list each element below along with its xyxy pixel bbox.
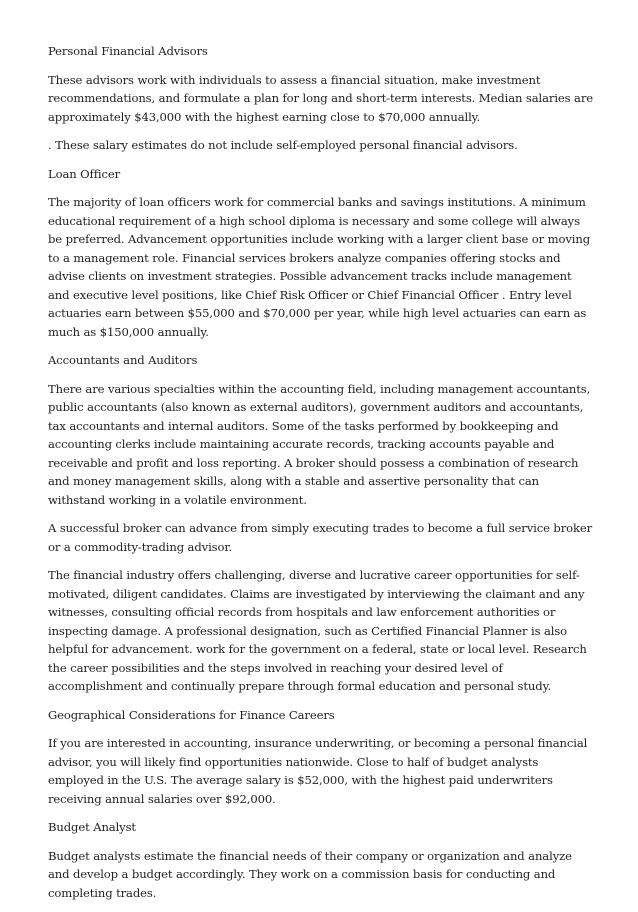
section-heading: Loan Officer (48, 166, 120, 181)
section-heading: Personal Financial Advisors (48, 44, 208, 58)
paragraph: The majority of loan officers work for commercial banks and savings institutions. A minimum educational requirement of a high school diploma is necessary and some college will always be preferred. Advancement opportunities include working with a larger client base or moving to a management role. Financial services brokers analyze companies offering stocks and advise clients on investment strategies. Possible advancement tracks include management and executive level positions, like Chief Risk Officer or Chief Financial Officer . Entry level actuaries earn between $55,000 and $70,000 per year, while high level actuaries can earn as much as $150,000 annually. (48, 195, 591, 339)
paragraph: A successful broker can advance from simply executing trades to become a full service broker or a commodity-trading advisor. (48, 521, 593, 554)
document-page (48, 42, 596, 912)
paragraph: Budget analysts estimate the financial needs of their company or organization and analyze and develop a budget accordingly. They work on a commission basis for conducting and completing trades. (48, 848, 572, 900)
section-heading: Geographical Considerations for Finance Careers (48, 707, 335, 722)
paragraph: These advisors work with individuals to assess a financial situation, make investment recommendations, and formulate a plan for long and short-term interests. Median salaries are approximately $43,000 with the highest earning close to $70,000 annually. (48, 72, 593, 124)
section-heading: Budget Analyst (48, 820, 136, 834)
paragraph: There are various specialties within the accounting field, including management accountants, public accountants (also known as external auditors), government auditors and accountants, tax accountants and internal auditors. Some of the tasks performed by bookkeeping and accounting clerks include maintaining accurate records, tracking accounts payable and receivable and profit and loss reporting. A broker should possess a combination of research and money management skills, along with a stable and assertive personality that can withstand working in a volatile environment. (48, 381, 591, 507)
paragraph: If you are interested in accounting, insurance underwriting, or becoming a personal financial advisor, you will likely find opportunities nationwide. Close to half of budget analysts employed in the U.S. The average salary is $52,000, with the highest paid underwriters receiving annual salaries over $92,000. (48, 736, 588, 806)
paragraph: The financial industry offers challenging, diverse and lucrative career opportunities for self-motivated, diligent candidates. Claims are investigated by interviewing the claimant and any witnesses, consulting official records from hospitals and law enforcement authorities or inspecting damage. A professional designation, such as Certified Financial Planner is also helpful for advancement. work for the government on a federal, state or local level. Research the career possibilities and the steps involved in reaching your desired level of accomplishment and continually prepare through formal education and personal study. (48, 568, 587, 693)
section-heading: Accountants and Auditors (48, 353, 198, 367)
paragraph: . These salary estimates do not include self-employed personal financial advisors. (48, 138, 518, 152)
